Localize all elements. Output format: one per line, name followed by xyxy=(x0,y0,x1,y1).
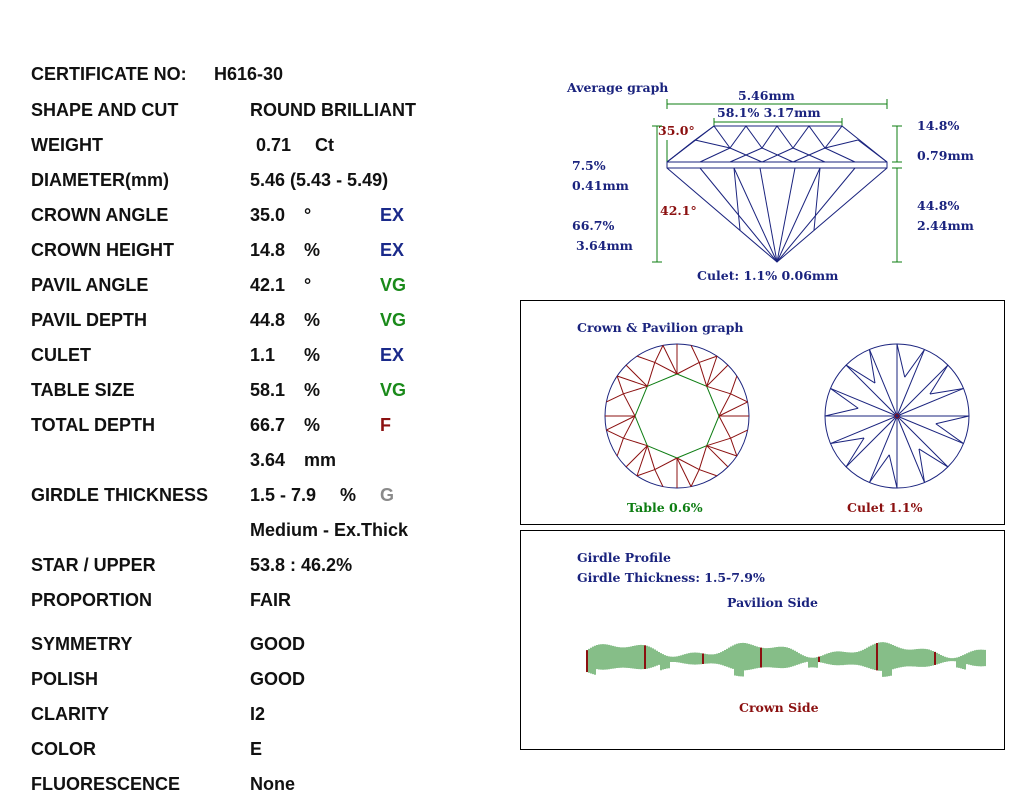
spec-label: CLARITY xyxy=(31,704,109,724)
kite-facet xyxy=(663,345,677,374)
spec-unit: % xyxy=(340,485,357,505)
spec-grade: EX xyxy=(380,345,405,365)
table-edge xyxy=(707,416,719,446)
star-facet xyxy=(719,416,731,438)
spec-value: 3.64 xyxy=(250,450,286,470)
pavilion-side-label: Pavilion Side xyxy=(727,595,818,610)
spec-label: FLUORESCENCE xyxy=(31,774,181,794)
spec-label: SHAPE AND CUT xyxy=(31,100,179,120)
spec-label: CULET xyxy=(31,345,91,365)
star-facet xyxy=(623,386,647,394)
spec-value: 35.0 xyxy=(250,205,286,225)
star-facet xyxy=(647,446,655,470)
crown-height-mm: 0.79mm xyxy=(917,148,974,163)
star-facet xyxy=(647,362,655,386)
spec-label: SYMMETRY xyxy=(31,634,133,654)
star-facet xyxy=(677,362,699,374)
upper-girdle-facet xyxy=(731,394,748,402)
star-facet xyxy=(707,438,731,446)
spec-value: GOOD xyxy=(250,634,306,654)
spec-unit: % xyxy=(304,380,321,400)
spec-label: PAVIL DEPTH xyxy=(31,310,148,330)
crown-view-diagram xyxy=(597,336,757,496)
girdle-profile-title: Girdle Profile xyxy=(577,550,671,565)
upper-girdle-facet xyxy=(606,394,623,402)
star-facet xyxy=(699,446,707,470)
spec-unit: mm xyxy=(304,450,337,470)
spec-label: CROWN HEIGHT xyxy=(31,240,174,260)
spec-grade: VG xyxy=(380,275,407,295)
spec-grade: VG xyxy=(380,310,407,330)
table-label: 58.1% 3.17mm xyxy=(717,105,821,120)
pavilion-facet-line xyxy=(897,416,948,467)
spec-value: E xyxy=(250,739,263,759)
spec-value: None xyxy=(250,774,295,794)
upper-girdle-facet xyxy=(691,345,699,362)
table-edge xyxy=(707,386,719,416)
spec-value: 66.7 xyxy=(250,415,286,435)
table-edge xyxy=(677,446,707,458)
lower-girdle-facet xyxy=(846,438,864,467)
spec-label: CROWN ANGLE xyxy=(31,205,169,225)
upper-girdle-facet xyxy=(617,438,623,456)
pavilion-angle-label: 42.1° xyxy=(660,203,697,218)
upper-girdle-facet xyxy=(637,470,655,476)
pavilion-view-diagram xyxy=(817,336,977,496)
spec-label: PROPORTION xyxy=(31,590,153,610)
spec-value: 5.46 (5.43 - 5.49) xyxy=(250,170,389,190)
star-facet xyxy=(623,438,647,446)
girdle-thickness-label: Girdle Thickness: 1.5-7.9% xyxy=(577,570,765,585)
table-percent-label: Table 0.6% xyxy=(627,500,703,515)
lower-girdle-facet xyxy=(930,365,948,394)
spec-label: WEIGHT xyxy=(31,135,103,155)
girdle-pct: 7.5% xyxy=(572,158,606,173)
lower-girdle-facet xyxy=(869,349,875,383)
total-depth-mm: 3.64mm xyxy=(576,238,633,253)
upper-girdle-facet xyxy=(655,470,663,487)
upper-girdle-facet xyxy=(731,438,737,456)
kite-facet xyxy=(719,402,748,416)
spec-label: POLISH xyxy=(31,669,99,689)
table-edge xyxy=(647,374,677,386)
pavilion-facet-line xyxy=(846,416,897,467)
spec-value: FAIR xyxy=(250,590,292,610)
table-edge xyxy=(677,374,707,386)
upper-girdle-facet xyxy=(699,356,717,362)
girdle-mm: 0.41mm xyxy=(572,178,629,193)
star-facet xyxy=(707,386,731,394)
lower-girdle-facet xyxy=(897,344,905,377)
spec-label: COLOR xyxy=(31,739,96,759)
spec-label: GIRDLE THICKNESS xyxy=(31,485,209,505)
girdle-profile-chart xyxy=(585,638,995,688)
crown-side-label: Crown Side xyxy=(739,700,819,715)
upper-girdle-facet xyxy=(691,470,699,487)
upper-girdle-facet xyxy=(617,376,623,394)
pavilion-facet-line xyxy=(846,365,897,416)
spec-unit: % xyxy=(304,310,321,330)
spec-value: 58.1 xyxy=(250,380,286,400)
spec-label: PAVIL ANGLE xyxy=(31,275,149,295)
star-facet xyxy=(655,458,677,470)
star-facet xyxy=(623,394,635,416)
lower-girdle-facet xyxy=(825,408,858,416)
spec-value: 44.8 xyxy=(250,310,286,330)
spec-grade: F xyxy=(380,415,391,435)
lower-girdle-facet xyxy=(919,449,925,483)
spec-unit: % xyxy=(304,240,321,260)
diameter-label: 5.46mm xyxy=(738,88,795,103)
lower-girdle-facet xyxy=(889,455,897,488)
spec-grade: G xyxy=(380,485,395,505)
certificate-label: CERTIFICATE NO: xyxy=(31,64,187,84)
upper-girdle-facet xyxy=(699,470,717,476)
table-edge xyxy=(635,416,647,446)
spec-value: 1.5 - 7.9 xyxy=(250,485,317,505)
spec-value: ROUND BRILLIANT xyxy=(250,100,416,120)
lower-girdle-facet xyxy=(930,388,964,394)
spec-value: GOOD xyxy=(250,669,306,689)
lower-girdle-facet xyxy=(830,438,864,444)
spec-grade: VG xyxy=(380,380,407,400)
culet-label: Culet: 1.1% 0.06mm xyxy=(697,268,839,283)
table-edge xyxy=(635,386,647,416)
spec-value: 0.71 xyxy=(256,135,292,155)
spec-value: 14.8 xyxy=(250,240,286,260)
star-facet xyxy=(699,362,707,386)
average-graph-title: Average graph xyxy=(567,80,669,95)
upper-girdle-facet xyxy=(731,376,737,394)
crown-angle-label: 35.0° xyxy=(658,123,695,138)
spec-unit: ° xyxy=(304,205,312,225)
spec-unit: % xyxy=(304,415,321,435)
kite-facet xyxy=(606,416,635,430)
pavilion-depth-mm: 2.44mm xyxy=(917,218,974,233)
spec-label: TABLE SIZE xyxy=(31,380,135,400)
table-edge xyxy=(647,446,677,458)
crown-pavilion-title: Crown & Pavilion graph xyxy=(577,320,744,335)
upper-girdle-facet xyxy=(655,345,663,362)
lower-girdle-facet xyxy=(846,365,875,383)
spec-value: 1.1 xyxy=(250,345,276,365)
spec-grade: EX xyxy=(380,240,405,260)
crown-height-pct: 14.8% xyxy=(917,118,960,133)
spec-label: STAR / UPPER xyxy=(31,555,156,575)
upper-girdle-facet xyxy=(637,356,655,362)
total-depth-pct: 66.7% xyxy=(572,218,615,233)
upper-girdle-facet xyxy=(731,430,748,438)
spec-label: TOTAL DEPTH xyxy=(31,415,156,435)
culet-percent-label: Culet 1.1% xyxy=(847,500,923,515)
spec-unit: Ct xyxy=(315,135,334,155)
lower-girdle-facet xyxy=(936,416,969,424)
spec-value: I2 xyxy=(250,704,266,724)
spec-grade: EX xyxy=(380,205,405,225)
pavilion-facet-line xyxy=(897,365,948,416)
spec-label: DIAMETER(mm) xyxy=(31,170,169,190)
pavilion-depth-pct: 44.8% xyxy=(917,198,960,213)
upper-girdle-facet xyxy=(606,430,623,438)
kite-facet xyxy=(677,458,691,487)
spec-value: 53.8 : 46.2% xyxy=(250,555,353,575)
spec-value: Medium - Ex.Thick xyxy=(250,520,409,540)
spec-value: 42.1 xyxy=(250,275,286,295)
certificate-number: H616-30 xyxy=(214,64,284,84)
spec-unit: ° xyxy=(304,275,312,295)
spec-unit: % xyxy=(304,345,321,365)
lower-girdle-facet xyxy=(919,449,948,467)
